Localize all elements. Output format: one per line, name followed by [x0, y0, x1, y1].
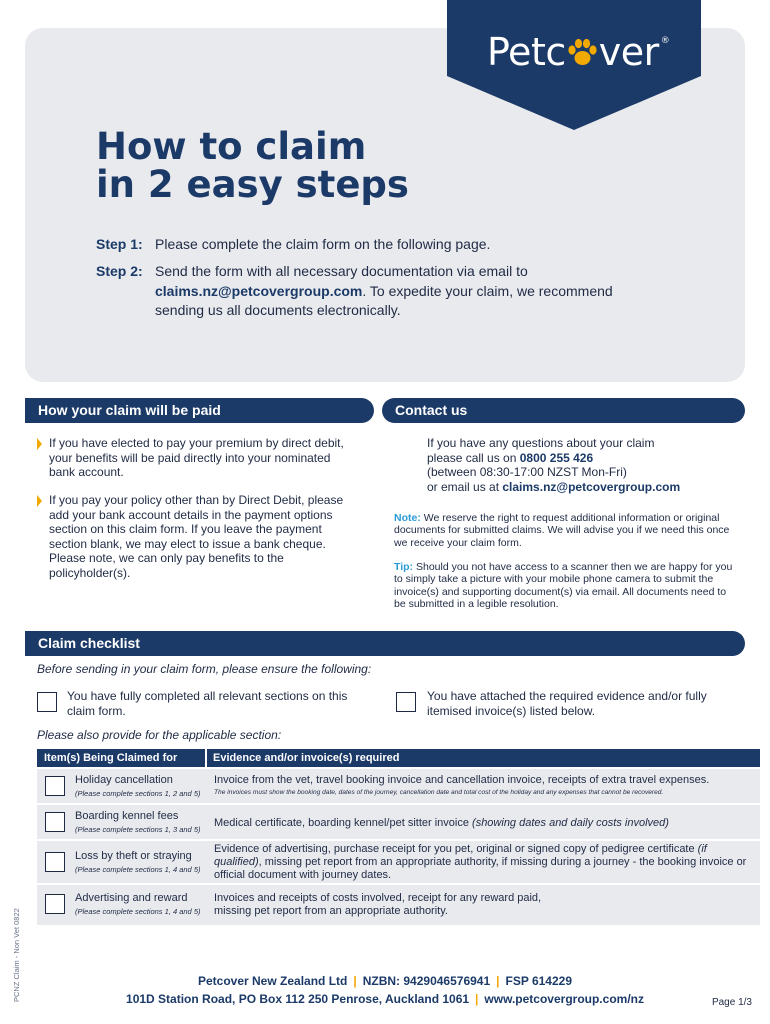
- page-title: How to claim in 2 easy steps: [96, 125, 409, 206]
- contact-note: Note: We reserve the right to request additional information or original documents for submitted claims. We will advise you if we need this once we receive your claim form.: [394, 512, 730, 549]
- item-name: Advertising and reward: [75, 892, 188, 904]
- evidence-text: Invoice from the vet, travel booking invoice and cancellation invoice, receipts of extra travel expenses.: [214, 774, 710, 786]
- checklist-intro: Before sending in your claim form, please ensure the following:: [37, 662, 372, 676]
- evidence-note: The invoices must show the booking date, dates of the journey, cancellation date and total cost of the holiday and any expenses that cannot be recovered.: [214, 789, 664, 796]
- applicable-section-intro: Please also provide for the applicable section:: [37, 728, 282, 742]
- checklist-item-2: You have attached the required evidence and/or fully itemised invoice(s) listed below.: [427, 689, 707, 718]
- item-name: Loss by theft or straying: [75, 850, 192, 862]
- contact-tip: Tip: Should you not have access to a scanner then we are happy for you to simply take a picture with your mobile phone camera to submit the invoice(s) and supporting document(s) via email. All documents need to be submitted in a legible resolution.: [394, 561, 733, 610]
- petcover-logo: Petc ver ®: [487, 30, 670, 74]
- checklist-checkbox-2[interactable]: [396, 692, 416, 712]
- table-row: [37, 805, 760, 839]
- checklist-checkbox-1[interactable]: [37, 692, 57, 712]
- column-header-item: Item(s) Being Claimed for: [44, 752, 178, 764]
- page-number: Page 1/3: [711, 997, 752, 1008]
- checklist-heading: Claim checklist: [25, 631, 745, 656]
- boarding-kennel-checkbox[interactable]: [45, 812, 65, 832]
- item-name: Boarding kennel fees: [75, 810, 179, 822]
- holiday-cancellation-checkbox[interactable]: [45, 776, 65, 796]
- item-sections: (Please complete sections 1, 4 and 5): [75, 907, 201, 916]
- item-sections: (Please complete sections 1, 2 and 5): [75, 789, 201, 798]
- table-row: [37, 885, 760, 925]
- footer-address-line: 101D Station Road, PO Box 112 250 Penrose, Auckland 1061 | www.petcovergroup.com/nz: [126, 992, 644, 1006]
- claims-email-link[interactable]: claims.nz@petcovergroup.com: [155, 282, 363, 299]
- table-row: [37, 841, 760, 883]
- chevron-right-icon: [36, 438, 43, 450]
- contact-email-link[interactable]: claims.nz@petcovergroup.com: [502, 479, 681, 494]
- footer-company-line: Petcover New Zealand Ltd | NZBN: 9429046576941 | FSP 614229: [197, 974, 572, 988]
- table-row: [37, 769, 760, 803]
- form-code: PCNZ Claim - Non Vet 0822: [12, 908, 21, 1002]
- table-header: [37, 749, 760, 767]
- item-sections: (Please complete sections 1, 4 and 5): [75, 865, 201, 874]
- advertising-reward-checkbox[interactable]: [45, 894, 65, 914]
- website-link[interactable]: www.petcovergroup.com/nz: [484, 992, 644, 1006]
- item-name: Holiday cancellation: [75, 774, 173, 786]
- contact-details: If you have any questions about your claim please call us on 0800 255 426 (between 08:30-17:00 NZST Mon-Fri) or email us at claims.nz@petcovergroup.com: [427, 436, 681, 494]
- evidence-text: Medical certificate, boarding kennel/pet sitter invoice (showing dates and daily costs involved): [214, 817, 669, 829]
- contact-heading: Contact us: [382, 398, 745, 423]
- paw-icon: [566, 38, 599, 68]
- checklist-item-1: You have fully completed all relevant sections on this claim form.: [67, 689, 348, 718]
- column-header-evidence: Evidence and/or invoice(s) required: [213, 752, 400, 764]
- loss-theft-checkbox[interactable]: [45, 852, 65, 872]
- evidence-text: Invoices and receipts of costs involved, receipt for any reward paid, missing pet report from an appropriate authority.: [214, 892, 542, 917]
- payment-heading: How your claim will be paid: [25, 398, 374, 423]
- item-sections: (Please complete sections 1, 3 and 5): [75, 825, 201, 834]
- evidence-text: Evidence of advertising, purchase receipt for you pet, original or signed copy of pedigree certificate (if qualified), missing pet report from an appropriate authority, if missing during a journey - the booking invoice or official document with journey dates.: [214, 843, 747, 881]
- phone-number[interactable]: 0800 255 426: [519, 450, 594, 465]
- chevron-right-icon: [36, 495, 43, 507]
